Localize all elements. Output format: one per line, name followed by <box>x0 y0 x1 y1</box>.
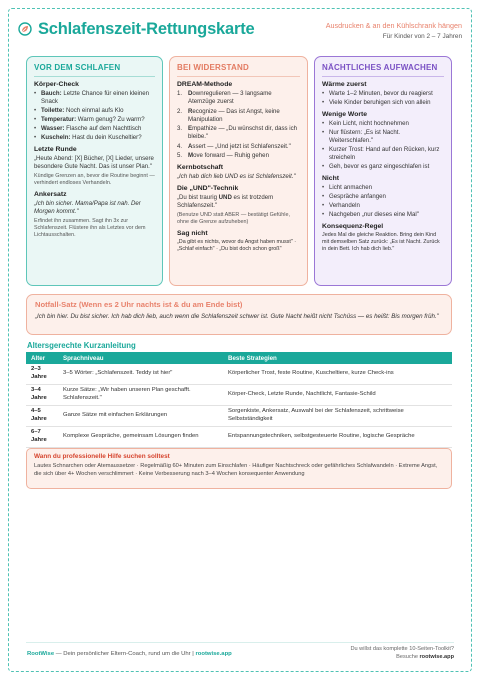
consistency-title: Konsequenz-Regel <box>322 223 384 231</box>
night-waking-column <box>314 56 452 286</box>
table-header <box>26 352 452 364</box>
list-item: 1. Downregulieren — 3 langsame Atemzüge zuerst <box>177 90 272 106</box>
und-technique-note: (Benutze UND statt ABER — bestätigt Gefühle, ohne die Grenze aufzuheben) <box>177 212 290 226</box>
dream-steps <box>177 90 300 160</box>
list-item: 4. Assert — „Und jetzt ist Schlafenszeit." <box>177 142 291 150</box>
table-row: 3–4 Jahre Kurze Sätze: „Wir haben unseren Plan geschafft. Schlafenszeit." Körper-Check, Letzte Runde, Nachtlicht, Fantasie-Schild <box>26 385 452 406</box>
last-round-note: Kündige Grenzen an, bevor die Routine beginnt — verhindert endloses Verhandeln. <box>34 173 155 187</box>
footer-toolkit-note: Du willst das komplette 10-Seiten-Toolkit? Besuche rootwise.app <box>350 646 454 660</box>
anchor-note: Erfindet ihn zusammen. Sagt ihn 3x zur Schlafenszeit. Flüstere ihn als Letztes vor dem Lichtausschalten. <box>34 218 146 239</box>
list-item: 2. Recognize — Das ist Angst, keine Manipulation <box>177 107 280 123</box>
column-header: Alter <box>31 354 46 362</box>
few-words-list <box>322 120 444 171</box>
footer-divider <box>26 642 454 643</box>
column-header: Sprachniveau <box>63 354 104 362</box>
column-heading: NÄCHTLICHES AUFWACHEN <box>322 63 444 77</box>
resistance-column <box>169 56 308 286</box>
column-header: Beste Strategien <box>228 354 277 362</box>
last-round-quote: „Heute Abend: [X] Bücher, [X] Lieder, unsere besondere Gute Nacht. Das ist unser Plan." <box>34 155 154 171</box>
website-link[interactable]: rootwise.app <box>195 651 232 657</box>
footer-brand-line: RootWise — Dein persönlicher Eltern-Coach, rund um die Uhr | rootwise.app <box>27 651 232 657</box>
list-item: • Verhandeln <box>322 202 444 210</box>
before-sleep-column <box>26 56 163 286</box>
list-item: • Viele Kinder beruhigen sich von allein <box>322 99 444 107</box>
anchor-quote: „Ich bin sicher. Mama/Papa ist nah. Der Morgen kommt." <box>34 200 141 216</box>
list-item: • Nachgeben „nur dieses eine Mal" <box>322 211 444 219</box>
emergency-text: „Ich bin hier. Du bist sicher. Ich hab dich lieb, auch wenn die Schlafenszeit schwer ist. Gute Nacht heißt nicht Tschüss — es heißt: Bis morgen früh." <box>35 313 439 320</box>
age-guide-title: Altersgerechte Kurzanleitung <box>27 341 136 350</box>
warmth-title: Wärme zuerst <box>322 81 367 88</box>
list-item: • Toilette: Noch einmal aufs Klo <box>34 107 155 115</box>
emergency-title: Notfall-Satz (Wenn es 2 Uhr nachts ist & du am Ende bist) <box>35 300 243 309</box>
list-item: 5. Move forward — Ruhig gehen <box>177 152 269 160</box>
column-heading: VOR DEM SCHLAFEN <box>34 63 155 77</box>
age-range: Für Kinder von 2 – 7 Jahren <box>382 33 462 40</box>
list-item: • Kein Licht, nicht hochnehmen <box>322 120 444 128</box>
body-check-list <box>34 90 155 142</box>
consistency-text: Jedes Mal die gleiche Reaktion. Bring dein Kind mit demselben Satz zurück: „Es ist Nacht. Zurück in dein Bett. Ich hab dich lieb." <box>322 232 440 253</box>
brand-name: RootWise <box>27 651 55 657</box>
table-row: 2–3 Jahre 3–5 Wörter: „Schlafenszeit. Teddy ist hier" Körperlicher Trost, feste Routine, Kuscheltiere, kurze Check-ins <box>26 364 452 385</box>
column-heading: BEI WIDERSTAND <box>177 63 300 77</box>
dream-title: DREAM-Methode <box>177 81 233 88</box>
page-title: Schlafenszeit-Rettungskarte <box>38 20 255 38</box>
list-item: • Temperatur: Warm genug? Zu warm? <box>34 116 155 124</box>
age-guide-table <box>26 352 452 448</box>
dont-say-text: „Da gibt es nichts, wovor du Angst haben musst" · „Schlaf einfach" · „Du bist doch schon groß" <box>177 239 297 253</box>
list-item: • Wasser: Flasche auf dem Nachttisch <box>34 125 155 133</box>
list-item: 3. Empathize — „Du wünschst dir, dass ich bleibe." <box>177 125 298 141</box>
list-item: • Kurzer Trost: Hand auf den Rücken, kurz streicheln <box>322 146 444 162</box>
professional-help-title: Wann du professionelle Hilfe suchen solltest <box>34 453 170 460</box>
und-technique-title: Die „UND"-Technik <box>177 185 239 193</box>
print-note: Ausdrucken & an den Kühlschrank hängen <box>325 21 462 30</box>
few-words-title: Wenige Worte <box>322 111 368 119</box>
website-link[interactable]: rootwise.app <box>419 653 454 660</box>
list-item: • Geh, bevor es ganz eingeschlafen ist <box>322 163 444 171</box>
professional-help-text: Lautes Schnarchen oder Atemaussetzer · Regelmäßig 60+ Minuten zum Einschlafen · Häufiger Nachtschreck oder gefährliches Schlafwandeln · Extreme Angst, die sich über 4+ Wochen verschlimmert · Keine Verbesserung nach 3–4 Wochen konsequenter Anwendung <box>34 463 438 477</box>
anchor-title: Ankersatz <box>34 191 67 199</box>
list-item: • Warte 1–2 Minuten, bevor du reagierst <box>322 90 444 98</box>
und-technique-quote: „Du bist traurig UND es ist trotzdem Schlafenszeit." <box>177 194 274 210</box>
list-item: • Kuscheln: Hast du dein Kuscheltier? <box>34 134 155 142</box>
header <box>18 18 462 54</box>
table-row: 4–5 Jahre Ganze Sätze mit einfachen Erklärungen Sorgenkiste, Ankersatz, Auswahl bei der Schlafenszeit, schrittweise Selbstständigkeit <box>26 406 452 427</box>
body-check-title: Körper-Check <box>34 81 79 88</box>
dont-say-title: Sag nicht <box>177 230 208 238</box>
core-message-quote: „Ich hab dich lieb UND es ist Schlafenszeit." <box>177 173 296 181</box>
warmth-list <box>322 90 444 107</box>
table-row: 6–7 Jahre Komplexe Gespräche, gemeinsam Lösungen finden Entspannungstechniken, selbstgesteuerte Routine, logische Gespräche <box>26 427 452 448</box>
leaf-logo-icon <box>18 22 32 36</box>
last-round-title: Letzte Runde <box>34 146 77 154</box>
list-item: • Bauch: Letzte Chance für einen kleinen Snack <box>34 90 155 106</box>
not-title: Nicht <box>322 175 339 183</box>
list-item: • Nur flüstern: „Es ist Nacht. Weiterschlafen." <box>322 129 444 145</box>
list-item: • Gespräche anfangen <box>322 193 444 201</box>
list-item: • Licht anmachen <box>322 184 444 192</box>
emergency-phrase-box <box>26 294 452 335</box>
core-message-title: Kernbotschaft <box>177 164 224 172</box>
professional-help-box <box>26 448 452 489</box>
not-list <box>322 184 444 219</box>
